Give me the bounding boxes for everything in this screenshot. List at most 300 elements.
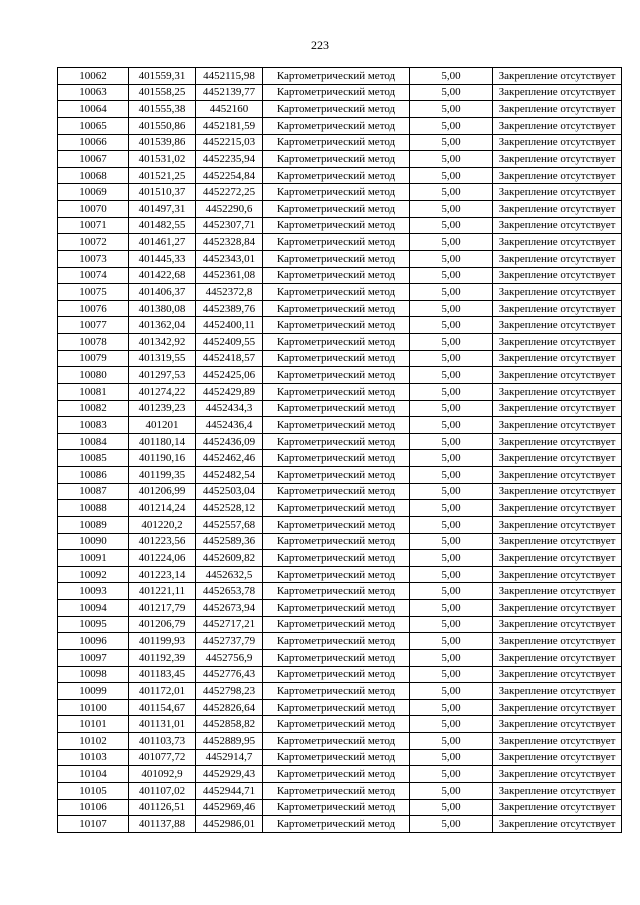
point-number-cell: 10098 <box>58 666 129 683</box>
x-coordinate-cell: 401559,31 <box>129 68 196 85</box>
point-number-cell: 10100 <box>58 699 129 716</box>
fixing-cell: Закрепление отсутствует <box>493 184 622 201</box>
table-body <box>58 68 622 833</box>
y-coordinate-cell: 4452254,84 <box>196 167 263 184</box>
x-coordinate-cell: 401239,23 <box>129 400 196 417</box>
fixing-cell: Закрепление отсутствует <box>493 117 622 134</box>
x-coordinate-cell: 401510,37 <box>129 184 196 201</box>
table-row <box>58 84 622 101</box>
x-coordinate-cell: 401342,92 <box>129 334 196 351</box>
point-number-cell: 10081 <box>58 383 129 400</box>
method-cell: Картометрический метод <box>263 383 410 400</box>
x-coordinate-cell: 401422,68 <box>129 267 196 284</box>
fixing-cell: Закрепление отсутствует <box>493 450 622 467</box>
method-cell: Картометрический метод <box>263 716 410 733</box>
method-cell: Картометрический метод <box>263 334 410 351</box>
x-coordinate-cell: 401555,38 <box>129 101 196 118</box>
y-coordinate-cell: 4452409,55 <box>196 334 263 351</box>
point-number-cell: 10078 <box>58 334 129 351</box>
x-coordinate-cell: 401297,53 <box>129 367 196 384</box>
precision-cell: 5,00 <box>410 250 493 267</box>
point-number-cell: 10104 <box>58 766 129 783</box>
coordinates-table <box>57 67 622 833</box>
method-cell: Картометрический метод <box>263 649 410 666</box>
x-coordinate-cell: 401206,99 <box>129 483 196 500</box>
point-number-cell: 10102 <box>58 733 129 750</box>
point-number-cell: 10082 <box>58 400 129 417</box>
fixing-cell: Закрепление отсутствует <box>493 766 622 783</box>
method-cell: Картометрический метод <box>263 600 410 617</box>
method-cell: Картометрический метод <box>263 633 410 650</box>
method-cell: Картометрический метод <box>263 400 410 417</box>
table-row <box>58 566 622 583</box>
point-number-cell: 10107 <box>58 816 129 833</box>
y-coordinate-cell: 4452756,9 <box>196 649 263 666</box>
precision-cell: 5,00 <box>410 383 493 400</box>
precision-cell: 5,00 <box>410 733 493 750</box>
method-cell: Картометрический метод <box>263 683 410 700</box>
y-coordinate-cell: 4452343,01 <box>196 250 263 267</box>
x-coordinate-cell: 401380,08 <box>129 300 196 317</box>
method-cell: Картометрический метод <box>263 267 410 284</box>
method-cell: Картометрический метод <box>263 450 410 467</box>
table-row <box>58 716 622 733</box>
point-number-cell: 10092 <box>58 566 129 583</box>
point-number-cell: 10096 <box>58 633 129 650</box>
table-row <box>58 433 622 450</box>
y-coordinate-cell: 4452673,94 <box>196 600 263 617</box>
y-coordinate-cell: 4452462,46 <box>196 450 263 467</box>
table-row <box>58 68 622 85</box>
table-row <box>58 583 622 600</box>
table-row <box>58 234 622 251</box>
fixing-cell: Закрепление отсутствует <box>493 716 622 733</box>
precision-cell: 5,00 <box>410 766 493 783</box>
method-cell: Картометрический метод <box>263 68 410 85</box>
method-cell: Картометрический метод <box>263 84 410 101</box>
fixing-cell: Закрепление отсутствует <box>493 334 622 351</box>
point-number-cell: 10106 <box>58 799 129 816</box>
y-coordinate-cell: 4452914,7 <box>196 749 263 766</box>
method-cell: Картометрический метод <box>263 167 410 184</box>
point-number-cell: 10089 <box>58 516 129 533</box>
precision-cell: 5,00 <box>410 84 493 101</box>
point-number-cell: 10070 <box>58 201 129 218</box>
table-row <box>58 417 622 434</box>
x-coordinate-cell: 401461,27 <box>129 234 196 251</box>
fixing-cell: Закрепление отсутствует <box>493 317 622 334</box>
precision-cell: 5,00 <box>410 533 493 550</box>
method-cell: Картометрический метод <box>263 317 410 334</box>
x-coordinate-cell: 401092,9 <box>129 766 196 783</box>
point-number-cell: 10083 <box>58 417 129 434</box>
precision-cell: 5,00 <box>410 782 493 799</box>
fixing-cell: Закрепление отсутствует <box>493 367 622 384</box>
x-coordinate-cell: 401214,24 <box>129 500 196 517</box>
fixing-cell: Закрепление отсутствует <box>493 284 622 301</box>
fixing-cell: Закрепление отсутствует <box>493 666 622 683</box>
table-row <box>58 350 622 367</box>
point-number-cell: 10101 <box>58 716 129 733</box>
precision-cell: 5,00 <box>410 649 493 666</box>
table-row <box>58 450 622 467</box>
table-row <box>58 184 622 201</box>
point-number-cell: 10074 <box>58 267 129 284</box>
precision-cell: 5,00 <box>410 217 493 234</box>
x-coordinate-cell: 401531,02 <box>129 151 196 168</box>
y-coordinate-cell: 4452858,82 <box>196 716 263 733</box>
y-coordinate-cell: 4452160 <box>196 101 263 118</box>
point-number-cell: 10073 <box>58 250 129 267</box>
y-coordinate-cell: 4452929,43 <box>196 766 263 783</box>
x-coordinate-cell: 401180,14 <box>129 433 196 450</box>
y-coordinate-cell: 4452215,03 <box>196 134 263 151</box>
precision-cell: 5,00 <box>410 716 493 733</box>
y-coordinate-cell: 4452436,4 <box>196 417 263 434</box>
table-row <box>58 101 622 118</box>
y-coordinate-cell: 4452436,09 <box>196 433 263 450</box>
y-coordinate-cell: 4452826,64 <box>196 699 263 716</box>
fixing-cell: Закрепление отсутствует <box>493 500 622 517</box>
method-cell: Картометрический метод <box>263 134 410 151</box>
point-number-cell: 10066 <box>58 134 129 151</box>
precision-cell: 5,00 <box>410 284 493 301</box>
y-coordinate-cell: 4452290,6 <box>196 201 263 218</box>
x-coordinate-cell: 401550,86 <box>129 117 196 134</box>
precision-cell: 5,00 <box>410 101 493 118</box>
fixing-cell: Закрепление отсутствует <box>493 533 622 550</box>
precision-cell: 5,00 <box>410 516 493 533</box>
table-row <box>58 250 622 267</box>
y-coordinate-cell: 4452434,3 <box>196 400 263 417</box>
precision-cell: 5,00 <box>410 400 493 417</box>
precision-cell: 5,00 <box>410 500 493 517</box>
point-number-cell: 10079 <box>58 350 129 367</box>
y-coordinate-cell: 4452776,43 <box>196 666 263 683</box>
table-row <box>58 649 622 666</box>
y-coordinate-cell: 4452181,59 <box>196 117 263 134</box>
precision-cell: 5,00 <box>410 300 493 317</box>
point-number-cell: 10099 <box>58 683 129 700</box>
x-coordinate-cell: 401497,31 <box>129 201 196 218</box>
precision-cell: 5,00 <box>410 666 493 683</box>
precision-cell: 5,00 <box>410 550 493 567</box>
method-cell: Картометрический метод <box>263 766 410 783</box>
fixing-cell: Закрепление отсутствует <box>493 234 622 251</box>
precision-cell: 5,00 <box>410 134 493 151</box>
precision-cell: 5,00 <box>410 816 493 833</box>
y-coordinate-cell: 4452889,95 <box>196 733 263 750</box>
point-number-cell: 10062 <box>58 68 129 85</box>
table-row <box>58 616 622 633</box>
x-coordinate-cell: 401223,56 <box>129 533 196 550</box>
table-row <box>58 699 622 716</box>
y-coordinate-cell: 4452653,78 <box>196 583 263 600</box>
table-row <box>58 733 622 750</box>
method-cell: Картометрический метод <box>263 117 410 134</box>
point-number-cell: 10103 <box>58 749 129 766</box>
x-coordinate-cell: 401445,33 <box>129 250 196 267</box>
table-row <box>58 134 622 151</box>
fixing-cell: Закрепление отсутствует <box>493 600 622 617</box>
x-coordinate-cell: 401103,73 <box>129 733 196 750</box>
y-coordinate-cell: 4452503,04 <box>196 483 263 500</box>
point-number-cell: 10077 <box>58 317 129 334</box>
precision-cell: 5,00 <box>410 234 493 251</box>
x-coordinate-cell: 401137,88 <box>129 816 196 833</box>
y-coordinate-cell: 4452717,21 <box>196 616 263 633</box>
method-cell: Картометрический метод <box>263 217 410 234</box>
table-row <box>58 766 622 783</box>
y-coordinate-cell: 4452307,71 <box>196 217 263 234</box>
method-cell: Картометрический метод <box>263 666 410 683</box>
table-row <box>58 284 622 301</box>
precision-cell: 5,00 <box>410 417 493 434</box>
fixing-cell: Закрепление отсутствует <box>493 101 622 118</box>
method-cell: Картометрический метод <box>263 184 410 201</box>
x-coordinate-cell: 401217,79 <box>129 600 196 617</box>
x-coordinate-cell: 401077,72 <box>129 749 196 766</box>
table-row <box>58 467 622 484</box>
method-cell: Картометрический метод <box>263 749 410 766</box>
point-number-cell: 10071 <box>58 217 129 234</box>
precision-cell: 5,00 <box>410 433 493 450</box>
y-coordinate-cell: 4452429,89 <box>196 383 263 400</box>
x-coordinate-cell: 401107,02 <box>129 782 196 799</box>
x-coordinate-cell: 401221,11 <box>129 583 196 600</box>
table-row <box>58 550 622 567</box>
y-coordinate-cell: 4452528,12 <box>196 500 263 517</box>
x-coordinate-cell: 401199,35 <box>129 467 196 484</box>
point-number-cell: 10075 <box>58 284 129 301</box>
point-number-cell: 10072 <box>58 234 129 251</box>
method-cell: Картометрический метод <box>263 234 410 251</box>
method-cell: Картометрический метод <box>263 616 410 633</box>
point-number-cell: 10064 <box>58 101 129 118</box>
x-coordinate-cell: 401539,86 <box>129 134 196 151</box>
precision-cell: 5,00 <box>410 483 493 500</box>
method-cell: Картометрический метод <box>263 583 410 600</box>
fixing-cell: Закрепление отсутствует <box>493 583 622 600</box>
method-cell: Картометрический метод <box>263 733 410 750</box>
y-coordinate-cell: 4452798,23 <box>196 683 263 700</box>
fixing-cell: Закрепление отсутствует <box>493 267 622 284</box>
table-row <box>58 666 622 683</box>
x-coordinate-cell: 401362,04 <box>129 317 196 334</box>
precision-cell: 5,00 <box>410 749 493 766</box>
table-row <box>58 167 622 184</box>
table-row <box>58 151 622 168</box>
precision-cell: 5,00 <box>410 68 493 85</box>
precision-cell: 5,00 <box>410 566 493 583</box>
method-cell: Картометрический метод <box>263 533 410 550</box>
point-number-cell: 10069 <box>58 184 129 201</box>
point-number-cell: 10097 <box>58 649 129 666</box>
fixing-cell: Закрепление отсутствует <box>493 383 622 400</box>
page-number: 223 <box>311 38 329 52</box>
fixing-cell: Закрепление отсутствует <box>493 350 622 367</box>
fixing-cell: Закрепление отсутствует <box>493 300 622 317</box>
method-cell: Картометрический метод <box>263 250 410 267</box>
precision-cell: 5,00 <box>410 367 493 384</box>
table-row <box>58 749 622 766</box>
method-cell: Картометрический метод <box>263 500 410 517</box>
x-coordinate-cell: 401482,55 <box>129 217 196 234</box>
fixing-cell: Закрепление отсутствует <box>493 417 622 434</box>
x-coordinate-cell: 401223,14 <box>129 566 196 583</box>
fixing-cell: Закрепление отсутствует <box>493 250 622 267</box>
y-coordinate-cell: 4452115,98 <box>196 68 263 85</box>
precision-cell: 5,00 <box>410 683 493 700</box>
table-row <box>58 633 622 650</box>
method-cell: Картометрический метод <box>263 284 410 301</box>
x-coordinate-cell: 401521,25 <box>129 167 196 184</box>
table-row <box>58 317 622 334</box>
table-row <box>58 400 622 417</box>
x-coordinate-cell: 401183,45 <box>129 666 196 683</box>
method-cell: Картометрический метод <box>263 566 410 583</box>
table-row <box>58 533 622 550</box>
point-number-cell: 10091 <box>58 550 129 567</box>
fixing-cell: Закрепление отсутствует <box>493 217 622 234</box>
precision-cell: 5,00 <box>410 151 493 168</box>
fixing-cell: Закрепление отсутствует <box>493 633 622 650</box>
fixing-cell: Закрепление отсутствует <box>493 167 622 184</box>
x-coordinate-cell: 401274,22 <box>129 383 196 400</box>
fixing-cell: Закрепление отсутствует <box>493 400 622 417</box>
fixing-cell: Закрепление отсутствует <box>493 799 622 816</box>
fixing-cell: Закрепление отсутствует <box>493 516 622 533</box>
fixing-cell: Закрепление отсутствует <box>493 699 622 716</box>
precision-cell: 5,00 <box>410 317 493 334</box>
table-row <box>58 683 622 700</box>
point-number-cell: 10068 <box>58 167 129 184</box>
fixing-cell: Закрепление отсутствует <box>493 68 622 85</box>
fixing-cell: Закрепление отсутствует <box>493 134 622 151</box>
fixing-cell: Закрепление отсутствует <box>493 782 622 799</box>
fixing-cell: Закрепление отсутствует <box>493 467 622 484</box>
method-cell: Картометрический метод <box>263 101 410 118</box>
x-coordinate-cell: 401201 <box>129 417 196 434</box>
y-coordinate-cell: 4452986,01 <box>196 816 263 833</box>
method-cell: Картометрический метод <box>263 782 410 799</box>
y-coordinate-cell: 4452389,76 <box>196 300 263 317</box>
point-number-cell: 10095 <box>58 616 129 633</box>
precision-cell: 5,00 <box>410 616 493 633</box>
y-coordinate-cell: 4452557,68 <box>196 516 263 533</box>
x-coordinate-cell: 401154,67 <box>129 699 196 716</box>
precision-cell: 5,00 <box>410 184 493 201</box>
fixing-cell: Закрепление отсутствует <box>493 683 622 700</box>
x-coordinate-cell: 401190,16 <box>129 450 196 467</box>
method-cell: Картометрический метод <box>263 467 410 484</box>
precision-cell: 5,00 <box>410 201 493 218</box>
method-cell: Картометрический метод <box>263 699 410 716</box>
x-coordinate-cell: 401192,39 <box>129 649 196 666</box>
fixing-cell: Закрепление отсутствует <box>493 483 622 500</box>
point-number-cell: 10080 <box>58 367 129 384</box>
table-row <box>58 367 622 384</box>
fixing-cell: Закрепление отсутствует <box>493 749 622 766</box>
point-number-cell: 10067 <box>58 151 129 168</box>
x-coordinate-cell: 401558,25 <box>129 84 196 101</box>
table-row <box>58 300 622 317</box>
precision-cell: 5,00 <box>410 167 493 184</box>
precision-cell: 5,00 <box>410 633 493 650</box>
method-cell: Картометрический метод <box>263 350 410 367</box>
point-number-cell: 10105 <box>58 782 129 799</box>
table-row <box>58 334 622 351</box>
point-number-cell: 10065 <box>58 117 129 134</box>
table-row <box>58 383 622 400</box>
fixing-cell: Закрепление отсутствует <box>493 816 622 833</box>
x-coordinate-cell: 401220,2 <box>129 516 196 533</box>
table-row <box>58 799 622 816</box>
table-row <box>58 117 622 134</box>
precision-cell: 5,00 <box>410 334 493 351</box>
precision-cell: 5,00 <box>410 583 493 600</box>
fixing-cell: Закрепление отсутствует <box>493 433 622 450</box>
point-number-cell: 10093 <box>58 583 129 600</box>
fixing-cell: Закрепление отсутствует <box>493 566 622 583</box>
fixing-cell: Закрепление отсутствует <box>493 151 622 168</box>
method-cell: Картометрический метод <box>263 816 410 833</box>
x-coordinate-cell: 401199,93 <box>129 633 196 650</box>
y-coordinate-cell: 4452609,82 <box>196 550 263 567</box>
table-row <box>58 217 622 234</box>
x-coordinate-cell: 401224,06 <box>129 550 196 567</box>
fixing-cell: Закрепление отсутствует <box>493 616 622 633</box>
y-coordinate-cell: 4452944,71 <box>196 782 263 799</box>
precision-cell: 5,00 <box>410 699 493 716</box>
method-cell: Картометрический метод <box>263 201 410 218</box>
y-coordinate-cell: 4452400,11 <box>196 317 263 334</box>
method-cell: Картометрический метод <box>263 151 410 168</box>
point-number-cell: 10087 <box>58 483 129 500</box>
point-number-cell: 10063 <box>58 84 129 101</box>
method-cell: Картометрический метод <box>263 550 410 567</box>
fixing-cell: Закрепление отсутствует <box>493 550 622 567</box>
y-coordinate-cell: 4452425,06 <box>196 367 263 384</box>
fixing-cell: Закрепление отсутствует <box>493 733 622 750</box>
precision-cell: 5,00 <box>410 600 493 617</box>
method-cell: Картометрический метод <box>263 483 410 500</box>
point-number-cell: 10094 <box>58 600 129 617</box>
y-coordinate-cell: 4452969,46 <box>196 799 263 816</box>
y-coordinate-cell: 4452589,36 <box>196 533 263 550</box>
precision-cell: 5,00 <box>410 117 493 134</box>
fixing-cell: Закрепление отсутствует <box>493 201 622 218</box>
y-coordinate-cell: 4452482,54 <box>196 467 263 484</box>
y-coordinate-cell: 4452235,94 <box>196 151 263 168</box>
table-row <box>58 267 622 284</box>
precision-cell: 5,00 <box>410 350 493 367</box>
method-cell: Картометрический метод <box>263 516 410 533</box>
precision-cell: 5,00 <box>410 467 493 484</box>
point-number-cell: 10076 <box>58 300 129 317</box>
y-coordinate-cell: 4452139,77 <box>196 84 263 101</box>
y-coordinate-cell: 4452737,79 <box>196 633 263 650</box>
x-coordinate-cell: 401172,01 <box>129 683 196 700</box>
method-cell: Картометрический метод <box>263 417 410 434</box>
table-row <box>58 600 622 617</box>
table-row <box>58 483 622 500</box>
y-coordinate-cell: 4452632,5 <box>196 566 263 583</box>
point-number-cell: 10084 <box>58 433 129 450</box>
x-coordinate-cell: 401206,79 <box>129 616 196 633</box>
table-row <box>58 500 622 517</box>
table-row <box>58 816 622 833</box>
